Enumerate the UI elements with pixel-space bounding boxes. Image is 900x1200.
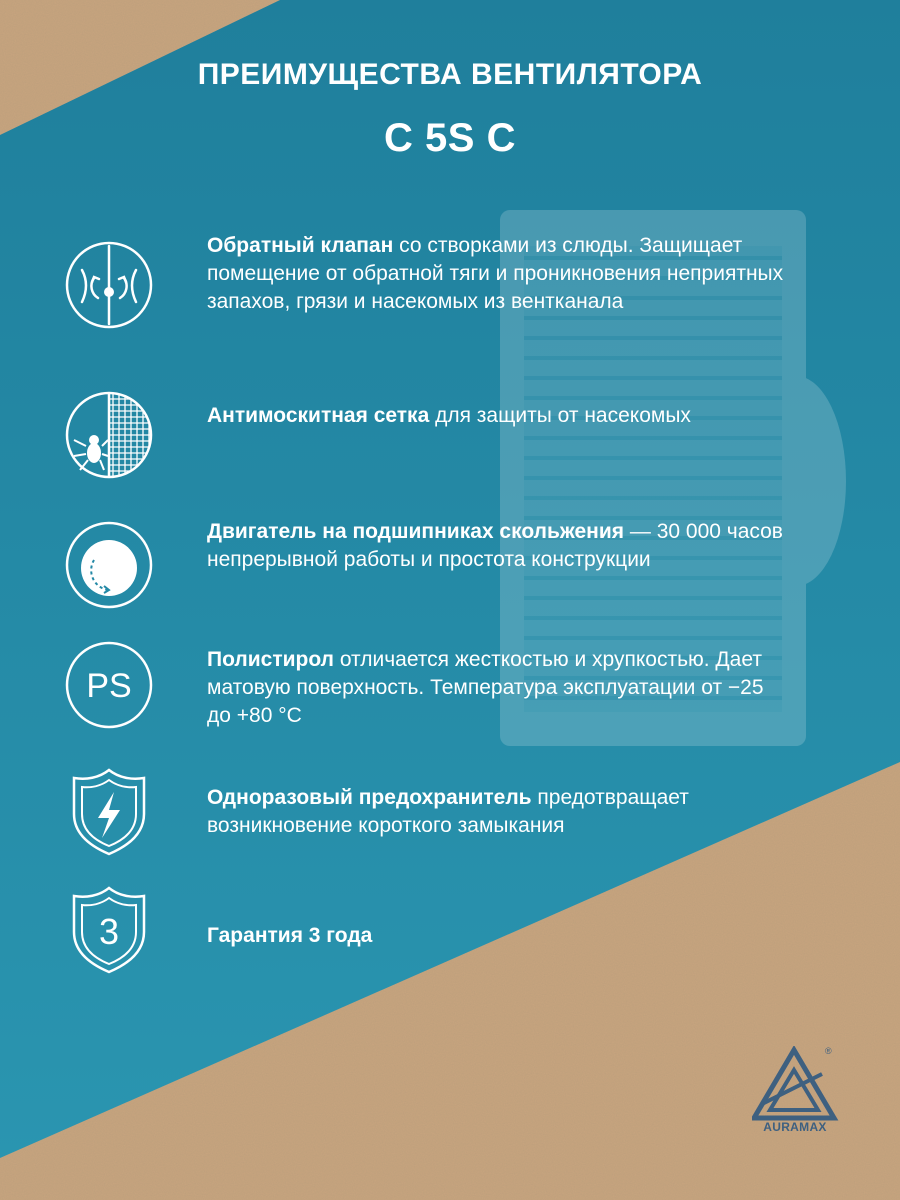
feature-text bbox=[207, 518, 787, 574]
feature-title: Гарантия 3 года bbox=[207, 924, 373, 947]
feature-title: Двигатель на подшипниках скольжения bbox=[207, 520, 625, 543]
model-name: C 5S C bbox=[384, 116, 516, 160]
feature-title: Обратный клапан bbox=[207, 234, 394, 257]
feature-text bbox=[207, 232, 787, 316]
ps-icon bbox=[64, 640, 154, 730]
feature-text bbox=[207, 402, 787, 430]
check-valve-icon bbox=[64, 240, 154, 330]
warranty-icon-label: 3 bbox=[98, 911, 120, 952]
page-title: ПРЕИМУЩЕСТВА ВЕНТИЛЯТОРА bbox=[197, 58, 703, 91]
feature-description: предотвращает возникновение короткого замыкания bbox=[207, 786, 689, 837]
feature-title: Полистирол bbox=[207, 648, 334, 671]
feature-text bbox=[207, 922, 787, 950]
mosquito-net-icon bbox=[64, 390, 154, 480]
feature-description: отличается жесткостью и хрупкостью. Дает матовую поверхность. Температура эксплуатации от −25 до +80 °C bbox=[207, 648, 764, 727]
ps-icon-label: PS bbox=[86, 667, 132, 705]
feature-title: Антимоскитная сетка bbox=[207, 404, 430, 427]
registered-mark: ® bbox=[825, 1046, 832, 1056]
feature-description: — 30 000 часов непрерывной работы и простота конструкции bbox=[207, 520, 783, 571]
feature-text bbox=[207, 646, 787, 730]
brand-name: AURAMAX bbox=[763, 1120, 827, 1134]
feature-description: для защиты от насекомых bbox=[429, 404, 691, 427]
feature-title: Одноразовый предохранитель bbox=[207, 786, 532, 809]
feature-description: со створками из слюды. Защищает помещение от обратной тяги и проникновения неприятных запахов, грязи и насекомых из вентканала bbox=[207, 234, 784, 313]
feature-text bbox=[207, 784, 787, 840]
fuse-shield-icon bbox=[64, 766, 154, 856]
warranty-shield-icon bbox=[64, 884, 154, 974]
bearing-icon bbox=[64, 520, 154, 610]
